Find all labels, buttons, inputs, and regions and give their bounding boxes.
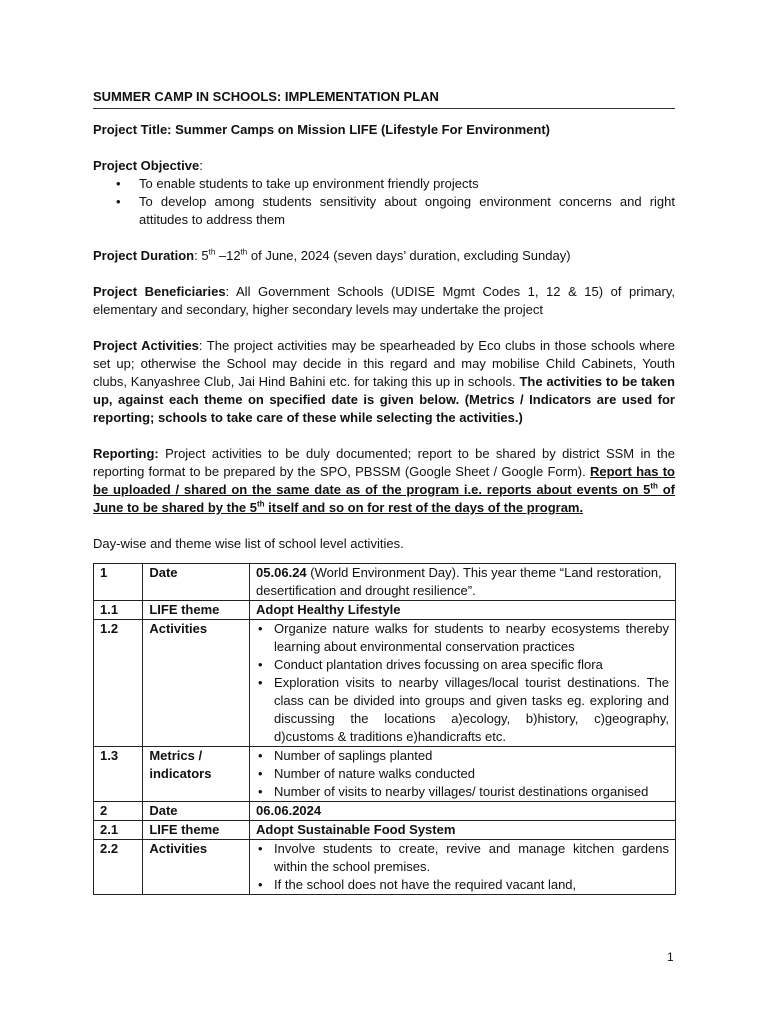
- objective-label: Project Objective: [93, 158, 200, 173]
- table-row: 2.1 LIFE theme Adopt Sustainable Food System: [94, 821, 676, 840]
- table-row: 2 Date 06.06.2024: [94, 802, 676, 821]
- page-number: 1: [667, 950, 674, 964]
- table-row: 1.1 LIFE theme Adopt Healthy Lifestyle: [94, 601, 676, 620]
- reporting-requirement: Report has to be uploaded / shared on the same date as of the program i.e. reports about events on 5th of June to be shared by the 5th itself and so on for rest of the days of the program.: [93, 464, 675, 515]
- reporting-section: Reporting: Project activities to be duly documented; report to be shared by district SSM in the reporting format to be prepared by the SPO, PBSSM (Google Sheet / Google Form). Report has to be uploaded / shared on the same date as of the program i.e. reports about events on 5th of June to be shared by the 5th itself and so on for rest of the days of the program.: [93, 446, 675, 515]
- document-heading: SUMMER CAMP IN SCHOOLS: IMPLEMENTATION PLAN: [93, 88, 675, 109]
- list-item: • Number of saplings planted: [256, 747, 669, 765]
- table-row: 1.2 Activities • Organize nature walks for students to nearby ecosystems thereby learning about environmental conservation practices • Conduct plantation drives focussing on area specific flora • Exploration visits to nearby villages/local tourist destinations. The class can be divided into groups and given tasks eg. exploring and discussing the locations a)ecology, b)history, c)geography, d)customs & traditions e)handicrafts etc.: [94, 620, 676, 747]
- list-item: • Organize nature walks for students to nearby ecosystems thereby learning about environmental conservation practices: [256, 620, 669, 656]
- list-item: • If the school does not have the required vacant land,: [256, 876, 669, 894]
- project-objective-section: Project Objective: • To enable students to take up environment friendly projects • To develop among students sensitivity about ongoing environment concerns and right attitudes to address them: [93, 157, 675, 229]
- list-item: • Number of visits to nearby villages/ tourist destinations organised: [256, 783, 669, 801]
- document-page: [93, 88, 675, 895]
- project-activities: Project Activities: The project activities may be spearheaded by Eco clubs in those schools where set up; otherwise the School may decide in this regard and may mobilise Child Cabinets, Youth clubs, Kanyashree Club, Jai Hind Bahini etc. for taking this up in schools. The activities to be taken up, against each theme on specified date is given below. (Metrics / Indicators are used for reporting; schools to take care of these while selecting the activities.): [93, 338, 675, 425]
- list-item: • Exploration visits to nearby villages/local tourist destinations. The class can be divided into groups and given tasks eg. exploring and discussing the locations a)ecology, b)history, c)geography, d)customs & traditions e)handicrafts etc.: [256, 674, 669, 746]
- activities-bold-note: The activities to be taken up, against each theme on specified date is given below. (Metrics / Indicators are used for reporting; schools to take care of these while selecting the activities.): [93, 374, 675, 425]
- list-item: • Involve students to create, revive and manage kitchen gardens within the school premises.: [256, 840, 669, 876]
- beneficiaries-label: Project Beneficiaries: [93, 284, 226, 299]
- objective-item: • To develop among students sensitivity about ongoing environment concerns and right attitudes to address them: [93, 193, 675, 229]
- list-item: • Number of nature walks conducted: [256, 765, 669, 783]
- activities-table: [93, 563, 676, 895]
- activities-label: Project Activities: [93, 338, 199, 353]
- daywise-intro: Day-wise and theme wise list of school level activities.: [93, 536, 404, 551]
- list-item: • Conduct plantation drives focussing on area specific flora: [256, 656, 669, 674]
- project-beneficiaries: Project Beneficiaries: All Government Schools (UDISE Mgmt Codes 1, 12 & 15) of primary, elementary and secondary, higher secondary levels may undertake the project: [93, 284, 675, 317]
- project-title: Project Title: Summer Camps on Mission LIFE (Lifestyle For Environment): [93, 122, 550, 137]
- reporting-label: Reporting:: [93, 446, 159, 461]
- table-row: 1 Date 05.06.24 (World Environment Day). This year theme “Land restoration, desertification and drought resilience”.: [94, 564, 676, 601]
- duration-label: Project Duration: [93, 248, 195, 263]
- table-row: 1.3 Metrics / indicators • Number of saplings planted • Number of nature walks conducted • Number of visits to nearby villages/ tourist destinations organised: [94, 747, 676, 802]
- table-row: 2.2 Activities • Involve students to create, revive and manage kitchen gardens within the school premises. • If the school does not have the required vacant land,: [94, 840, 676, 895]
- project-duration: Project Duration: 5th –12th of June, 2024 (seven days’ duration, excluding Sunday): [93, 247, 571, 263]
- objective-item: • To enable students to take up environment friendly projects: [93, 175, 675, 193]
- objective-list: [93, 175, 675, 229]
